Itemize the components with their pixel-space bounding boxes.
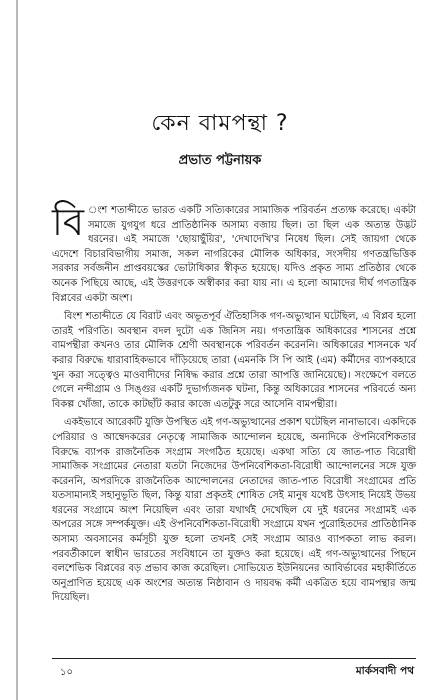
drop-cap: বি [52, 200, 85, 244]
article-body [52, 200, 416, 610]
paragraph-3: একইভাবে আরেকটি যুক্তি উপস্থিত এই গণ-অভ্যুত্থানের প্রকাশ ঘটেছিল নানাভাবে। একদিকে পেরিয়ার ও আম্বেদকরের নেতৃত্বে সামাজিক আন্দোলন হয়েছে, অন্যদিকে ঔপনিবেশিকতার বিরুদ্ধে ব্যাপক রাজনৈতিক সংগ্রাম সংগঠিত হয়েছে। একথা সত্যি যে জাত-পাত বিরোধী সামাজিক সংগ্রামের নেতারা যতটা নিজেদের উপনিবেশিকতা-বিরোধী আন্দোলনের সঙ্গে যুক্ত করেননি, অপরদিকে রাজনৈতিক আন্দোলনের নেতাদের জাত-পাত বিরোধী সংগ্রামের প্রতি যতসামান্যই সহানুভূতি ছিল, কিন্তু যারা প্রকৃতই শোষিত সেই মানুষ যথেষ্ট উৎসাহ নিয়েই উভয় ধরনের সংগ্রামে অংশ নিয়েছিল এবং তারা যথার্থই দেখেছিল যে দুই ধরনের সংগ্রামই এক অপরের সঙ্গে সম্পর্কযুক্ত। এই ঔপনিবেশিকতা-বিরোধী সংগ্রামে যখন পুরোহিতদের প্রাতিষ্ঠানিক অসাম্য অবসানের কর্মসূচী যুক্ত হলো তখনই সেই সংগ্রাম আরও ব্যাপকতা লাভ করল। পরবর্তীকালে স্বাধীন ভারতের সংবিধানে তা যুক্তও করা হয়েছে। এই গণ-অভ্যুত্থানের পিছনে বলশেভিক বিপ্লবের বড় প্রভাব কাজ করেছিল। সোভিয়েত ইউনিয়নের আবির্ভাবের মহাকীর্তিতে অনুপ্রাণিত হয়েছে এক অংশের অত্যন্ত নিষ্ঠাবান ও দায়বদ্ধ কর্মী একত্রিত হয়ে বামপন্থার জন্ম দিয়েছিল। [52, 417, 416, 604]
paragraph-1-text: ংশ শতাব্দীতে ভারত একটি সত্যিকারের সামাজিক পরিবর্তন প্রত্যক্ষ করেছে। একটা সমাজে যুগযুগ ধরে প্রাতিষ্ঠানিক অসাম্য বজায় ছিল। তা ছিল এক অত্যন্ত উদ্ভট ধরনের। এই সমাজে 'ছোয়াছুঁয়ির', 'দেখাদেখি'র নিষেধ ছিল। সেই জায়গা থেকে এদেশে বিচারবিভাগীয় সমাজ, সকল নাগরিকের মৌলিক অধিকার, সংসদীয় গণতন্ত্রভিত্তিক সরকার সর্বজনীন প্রাপ্তবয়স্কের ভোটাধিকার স্বীকৃত হয়েছে। যদিও প্রকৃত সাম্য প্রতিষ্ঠার থেকে অনেক পিছিয়ে আছে, এই উত্তরণকে অস্বীকার করা যায় না। এ হলো আমাদের দীর্ঘ গণতান্ত্রিক বিপ্লবের একটা অংশ। [52, 205, 416, 304]
journal-name: মার্কসবাদী পথ [355, 665, 414, 677]
article-title: কেন বামপন্থা ? [151, 111, 289, 136]
page-number: ১০ [60, 667, 73, 678]
paragraph-1 [52, 200, 416, 306]
paragraph-2: বিংশ শতাব্দীতে যে বিরাট এবং অভূতপূর্ব ঐতিহাসিক গণ-অভ্যুত্থান ঘটেছিল, এ বিপ্লব হলো তারই পরিণতি। অবস্থান বদল দুটো এক জিনিস নয়। গণতান্ত্রিক অধিকারের শাসনের প্রশ্নে বামপন্থীরা কখনও তার মৌলিক শ্রেণী অবস্থানকে পরিবর্তন করেননি। অধিকারের শাসনকে খর্ব করার বিরুদ্ধে ধারাবাহিকভাবে দাঁড়িয়েছে তারা (এমনকি সি পি আই (এম) কর্মীদের ব্যাপকহারে খুন করা সত্ত্বেও মাওবাদীদের নিষিদ্ধ করার প্রশ্নে তারা আপত্তি জানিয়েছে)। সংক্ষেপে বলতে গেলে নন্দীগ্রাম ও সিঙ্গুর একটি দুভার্গ্যজনক ঘটনা, কিন্তু অধিকারের শাসনের পরিবর্তে অন্য বিকল্প খোঁজা, তাকে কাটছাঁট করার কাজে এতটুকু সরে আসেনি বামপন্থীরা। [52, 311, 416, 410]
page-edge-shadow [16, 0, 18, 700]
article-author: প্রভাত পট্টনায়ক [178, 153, 262, 168]
footer-rule [52, 658, 416, 659]
